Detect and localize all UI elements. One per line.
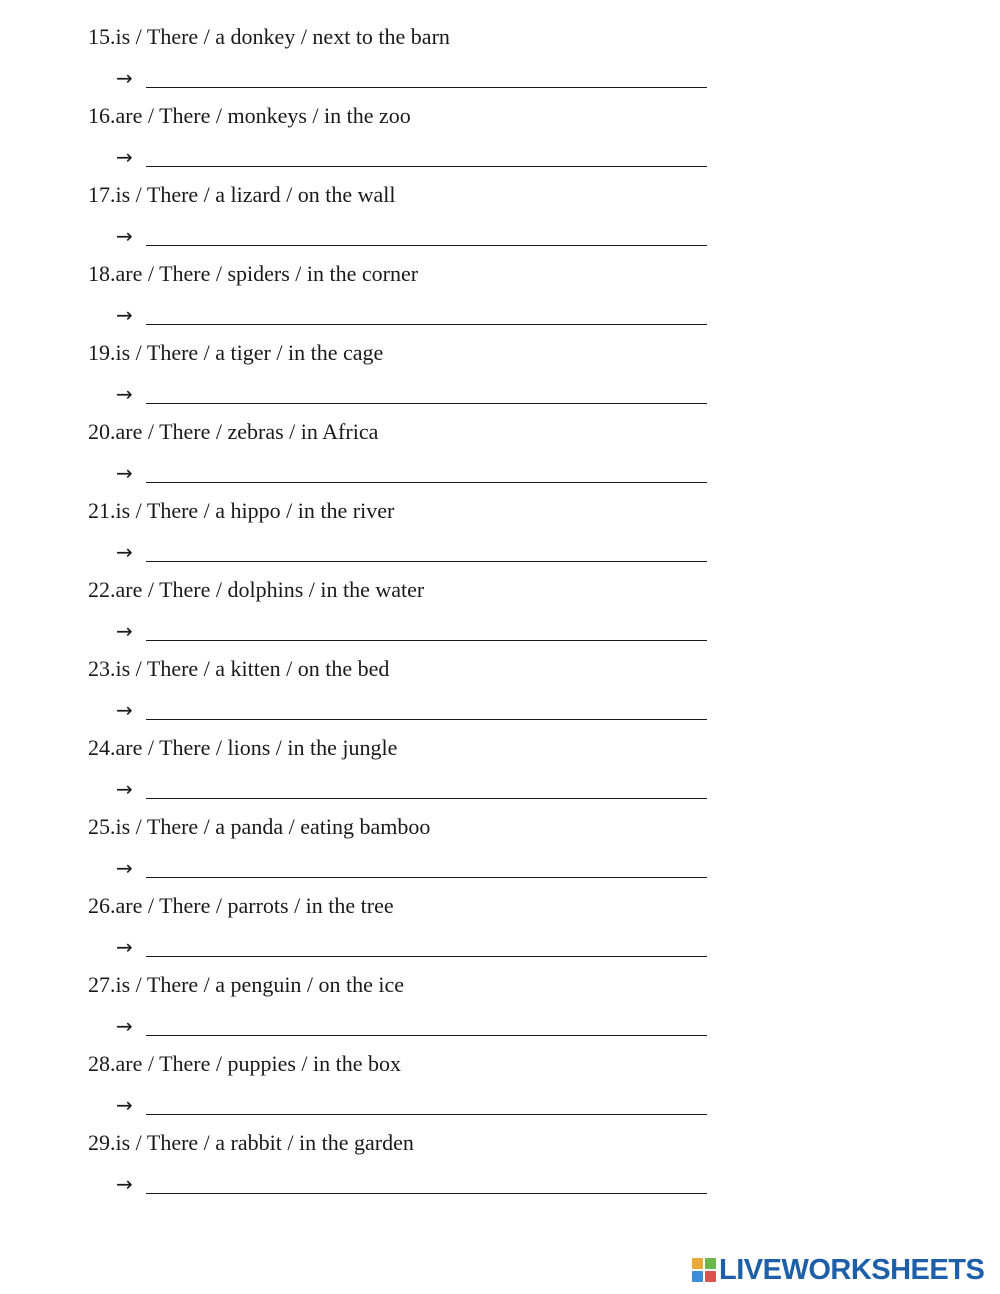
exercise-words: is / There / a lizard / on the wall bbox=[115, 182, 396, 207]
exercise-prompt bbox=[88, 259, 418, 289]
answer-input[interactable] bbox=[146, 853, 707, 878]
arrow-right-icon: → bbox=[116, 461, 133, 485]
answer-row bbox=[116, 300, 708, 330]
answer-row bbox=[116, 853, 708, 883]
answer-row bbox=[116, 932, 708, 962]
exercise-words: is / There / a donkey / next to the barn bbox=[115, 24, 450, 49]
answer-input[interactable] bbox=[146, 1011, 707, 1036]
answer-row bbox=[116, 142, 708, 172]
exercise-item bbox=[88, 812, 728, 891]
liveworksheets-logo-icon bbox=[692, 1258, 716, 1282]
logo-tile bbox=[692, 1271, 703, 1282]
exercise-item bbox=[88, 733, 728, 812]
answer-row bbox=[116, 1169, 708, 1199]
arrow-right-icon: → bbox=[116, 619, 133, 643]
exercise-number: 26. bbox=[88, 893, 116, 918]
answer-input[interactable] bbox=[146, 616, 707, 641]
exercise-words: are / There / monkeys / in the zoo bbox=[115, 103, 411, 128]
exercise-words: is / There / a panda / eating bamboo bbox=[115, 814, 431, 839]
exercise-prompt bbox=[88, 733, 397, 763]
exercise-item bbox=[88, 496, 728, 575]
answer-row bbox=[116, 458, 708, 488]
answer-row bbox=[116, 695, 708, 725]
logo-tile bbox=[705, 1258, 716, 1269]
arrow-right-icon: → bbox=[116, 540, 133, 564]
exercise-words: are / There / zebras / in Africa bbox=[115, 419, 379, 444]
exercise-item bbox=[88, 22, 728, 101]
answer-input[interactable] bbox=[146, 695, 707, 720]
exercise-prompt bbox=[88, 338, 383, 368]
logo-tile bbox=[705, 1271, 716, 1282]
arrow-right-icon: → bbox=[116, 777, 133, 801]
answer-row bbox=[116, 1011, 708, 1041]
arrow-right-icon: → bbox=[116, 1093, 133, 1117]
exercise-prompt bbox=[88, 1128, 414, 1158]
exercise-words: is / There / a tiger / in the cage bbox=[115, 340, 384, 365]
answer-row bbox=[116, 63, 708, 93]
exercise-number: 20. bbox=[88, 419, 116, 444]
exercise-item bbox=[88, 891, 728, 970]
arrow-right-icon: → bbox=[116, 1172, 133, 1196]
arrow-right-icon: → bbox=[116, 382, 133, 406]
exercise-number: 23. bbox=[88, 656, 116, 681]
answer-input[interactable] bbox=[146, 379, 707, 404]
exercise-item bbox=[88, 970, 728, 1049]
brand-logo bbox=[692, 1255, 984, 1285]
exercise-prompt bbox=[88, 417, 378, 447]
answer-input[interactable] bbox=[146, 1090, 707, 1115]
worksheet bbox=[88, 22, 728, 1207]
answer-input[interactable] bbox=[146, 63, 707, 88]
exercise-number: 28. bbox=[88, 1051, 116, 1076]
exercise-number: 16. bbox=[88, 103, 116, 128]
exercise-number: 21. bbox=[88, 498, 116, 523]
arrow-right-icon: → bbox=[116, 303, 133, 327]
arrow-right-icon: → bbox=[116, 66, 133, 90]
exercise-item bbox=[88, 259, 728, 338]
exercise-number: 25. bbox=[88, 814, 116, 839]
exercise-words: is / There / a kitten / on the bed bbox=[115, 656, 390, 681]
exercise-number: 24. bbox=[88, 735, 116, 760]
exercise-number: 15. bbox=[88, 24, 116, 49]
answer-input[interactable] bbox=[146, 142, 707, 167]
exercise-prompt bbox=[88, 970, 404, 1000]
arrow-right-icon: → bbox=[116, 856, 133, 880]
exercise-item bbox=[88, 338, 728, 417]
arrow-right-icon: → bbox=[116, 935, 133, 959]
answer-row bbox=[116, 1090, 708, 1120]
exercise-item bbox=[88, 101, 728, 180]
exercise-words: is / There / a hippo / in the river bbox=[115, 498, 395, 523]
exercise-number: 22. bbox=[88, 577, 116, 602]
exercise-words: are / There / lions / in the jungle bbox=[115, 735, 398, 760]
logo-tile bbox=[692, 1258, 703, 1269]
exercise-prompt bbox=[88, 575, 424, 605]
exercise-words: are / There / dolphins / in the water bbox=[115, 577, 425, 602]
exercise-prompt bbox=[88, 22, 450, 52]
answer-input[interactable] bbox=[146, 774, 707, 799]
answer-input[interactable] bbox=[146, 1169, 707, 1194]
answer-input[interactable] bbox=[146, 537, 707, 562]
answer-row bbox=[116, 537, 708, 567]
exercise-item bbox=[88, 1049, 728, 1128]
exercise-number: 29. bbox=[88, 1130, 116, 1155]
exercise-prompt bbox=[88, 812, 430, 842]
arrow-right-icon: → bbox=[116, 145, 133, 169]
answer-input[interactable] bbox=[146, 932, 707, 957]
brand-name: LIVEWORKSHEETS bbox=[719, 1254, 985, 1286]
answer-row bbox=[116, 774, 708, 804]
answer-row bbox=[116, 221, 708, 251]
answer-row bbox=[116, 616, 708, 646]
exercise-prompt bbox=[88, 496, 394, 526]
exercise-prompt bbox=[88, 891, 394, 921]
exercise-item bbox=[88, 654, 728, 733]
exercise-number: 18. bbox=[88, 261, 116, 286]
exercise-words: are / There / puppies / in the box bbox=[115, 1051, 402, 1076]
exercise-number: 27. bbox=[88, 972, 116, 997]
arrow-right-icon: → bbox=[116, 1014, 133, 1038]
arrow-right-icon: → bbox=[116, 698, 133, 722]
answer-row bbox=[116, 379, 708, 409]
exercise-prompt bbox=[88, 180, 396, 210]
exercise-item bbox=[88, 1128, 728, 1207]
exercise-prompt bbox=[88, 101, 411, 131]
exercise-item bbox=[88, 575, 728, 654]
answer-input[interactable] bbox=[146, 458, 707, 483]
exercise-number: 17. bbox=[88, 182, 116, 207]
exercise-item bbox=[88, 180, 728, 259]
answer-input[interactable] bbox=[146, 300, 707, 325]
arrow-right-icon: → bbox=[116, 224, 133, 248]
exercise-words: is / There / a rabbit / in the garden bbox=[115, 1130, 414, 1155]
exercise-words: are / There / parrots / in the tree bbox=[115, 893, 394, 918]
exercise-number: 19. bbox=[88, 340, 116, 365]
exercise-words: is / There / a penguin / on the ice bbox=[115, 972, 405, 997]
exercise-prompt bbox=[88, 654, 389, 684]
exercise-item bbox=[88, 417, 728, 496]
answer-input[interactable] bbox=[146, 221, 707, 246]
exercise-words: are / There / spiders / in the corner bbox=[115, 261, 419, 286]
exercise-prompt bbox=[88, 1049, 401, 1079]
